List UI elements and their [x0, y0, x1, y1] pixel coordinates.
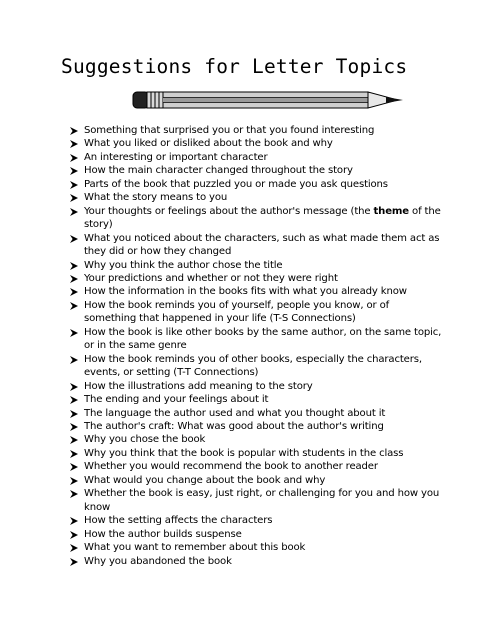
- list-item: [70, 137, 442, 150]
- arrow-bullet-icon: [70, 544, 78, 552]
- list-item-text: How the information in the books fits with what you already know: [84, 286, 407, 298]
- list-item-text: The ending and your feelings about it: [84, 394, 269, 406]
- list-item-text: What you noticed about the characters, such as what made them act as they did or how they changed: [84, 232, 440, 258]
- list-item-text: The language the author used and what you thought about it: [84, 407, 386, 419]
- list-item: [70, 353, 442, 380]
- arrow-bullet-icon: [70, 275, 78, 283]
- list-item-text: How the author builds suspense: [84, 528, 242, 540]
- list-item-text: Your predictions and whether or not they were right: [84, 272, 338, 284]
- list-item-text: The author's craft: What was good about the author's writing: [84, 420, 384, 432]
- list-item: [70, 151, 442, 164]
- arrow-bullet-icon: [70, 531, 78, 539]
- list-item: [70, 178, 442, 191]
- list-item: [70, 164, 442, 177]
- list-item-text: of the story): [84, 205, 441, 231]
- arrow-bullet-icon: [70, 127, 78, 135]
- list-item: [70, 393, 442, 406]
- topic-list: [70, 124, 442, 568]
- arrow-bullet-icon: [70, 302, 78, 310]
- list-item: [70, 205, 442, 232]
- list-item-text: What would you change about the book and why: [84, 474, 326, 486]
- list-item-text: Whether you would recommend the book to another reader: [84, 461, 378, 473]
- list-item-text: What the story means to you: [84, 192, 228, 204]
- list-item: [70, 541, 442, 554]
- list-item: [70, 124, 442, 137]
- list-item: [70, 528, 442, 541]
- arrow-bullet-icon: [70, 288, 78, 296]
- list-item-text: Your thoughts or feelings about the author's message (the: [84, 205, 374, 217]
- arrow-bullet-icon: [70, 356, 78, 364]
- emphasis-text: theme: [373, 205, 409, 217]
- list-item: [70, 232, 442, 259]
- list-item-text: What you want to remember about this book: [84, 542, 306, 554]
- list-item-text: How the book is like other books by the same author, on the same topic, or in the same genre: [84, 326, 442, 352]
- list-item-text: Whether the book is easy, just right, or challenging for you and how you know: [84, 488, 440, 513]
- arrow-bullet-icon: [70, 477, 78, 485]
- list-item: [70, 285, 442, 298]
- arrow-bullet-icon: [70, 558, 78, 566]
- list-item: [70, 259, 442, 272]
- list-item-text: Why you abandoned the book: [84, 555, 232, 567]
- arrow-bullet-icon: [70, 167, 78, 175]
- list-item-text: How the main character changed throughout the story: [84, 165, 353, 177]
- list-item: [70, 407, 442, 420]
- arrow-bullet-icon: [70, 396, 78, 404]
- list-item-text: What you liked or disliked about the book and why: [84, 138, 333, 150]
- list-item-text: Parts of the book that puzzled you or made you ask questions: [84, 178, 388, 190]
- list-item-text: How the illustrations add meaning to the story: [84, 380, 313, 392]
- arrow-bullet-icon: [70, 517, 78, 525]
- arrow-bullet-icon: [70, 235, 78, 243]
- list-item: [70, 514, 442, 527]
- list-item: [70, 326, 442, 353]
- list-item-text: How the book reminds you of yourself, people you know, or of something that happened in your life (T-S Connections): [84, 299, 390, 325]
- arrow-bullet-icon: [70, 208, 78, 216]
- list-item-text: Something that surprised you or that you found interesting: [84, 125, 375, 136]
- list-item-text: Why you chose the book: [84, 434, 206, 446]
- list-item-text: An interesting or important character: [84, 151, 268, 163]
- list-item-text: Why you think the author chose the title: [84, 259, 283, 271]
- list-item: [70, 447, 442, 460]
- list-item-text: Why you think that the book is popular with students in the class: [84, 447, 404, 459]
- list-item: [70, 420, 442, 433]
- list-item: [70, 460, 442, 473]
- page-title: Suggestions for Letter Topics: [61, 55, 408, 78]
- arrow-bullet-icon: [70, 181, 78, 189]
- arrow-bullet-icon: [70, 262, 78, 270]
- arrow-bullet-icon: [70, 410, 78, 418]
- list-item-text: How the setting affects the characters: [84, 515, 273, 527]
- list-item: [70, 433, 442, 446]
- list-item: [70, 555, 442, 568]
- arrow-bullet-icon: [70, 423, 78, 431]
- arrow-bullet-icon: [70, 194, 78, 202]
- arrow-bullet-icon: [70, 329, 78, 337]
- list-item: [70, 380, 442, 393]
- list-item: [70, 191, 442, 204]
- arrow-bullet-icon: [70, 490, 78, 498]
- list-item: [70, 474, 442, 487]
- arrow-bullet-icon: [70, 436, 78, 444]
- arrow-bullet-icon: [70, 450, 78, 458]
- pencil-icon: [132, 89, 404, 111]
- arrow-bullet-icon: [70, 140, 78, 148]
- arrow-bullet-icon: [70, 463, 78, 471]
- list-item: [70, 272, 442, 285]
- list-item-text: How the book reminds you of other books, especially the characters, events, or setting (T-T Connections): [84, 353, 422, 379]
- list-item: [70, 487, 442, 514]
- list-item: [70, 299, 442, 326]
- arrow-bullet-icon: [70, 154, 78, 162]
- arrow-bullet-icon: [70, 383, 78, 391]
